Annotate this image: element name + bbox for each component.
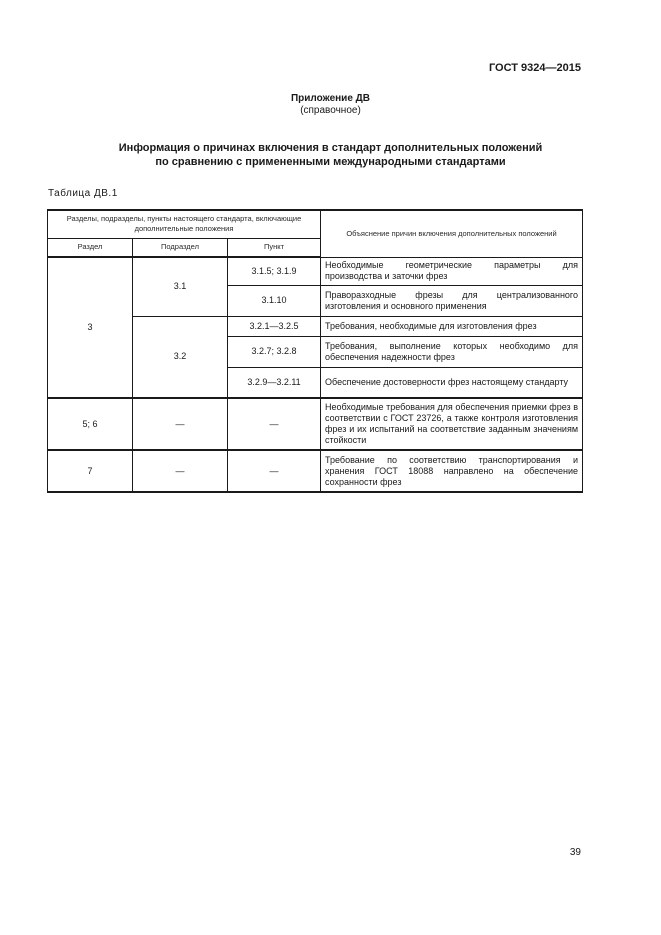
subsection-cell: — bbox=[133, 450, 228, 492]
page-number: 39 bbox=[569, 847, 581, 858]
appendix-title: Приложение ДВ bbox=[290, 93, 371, 104]
clause-cell: 3.2.9—3.2.11 bbox=[228, 367, 321, 398]
table-caption: Таблица ДВ.1 bbox=[48, 188, 118, 199]
section-cell: 7 bbox=[48, 450, 133, 492]
section-cell: 3 bbox=[48, 257, 133, 398]
header-subsection: Подраздел bbox=[133, 238, 228, 257]
explanation-cell: Требования, выполнение которых необходимо для обеспечения надежности фрез bbox=[321, 336, 583, 367]
explanation-cell: Требование по соответствию транспортирования и хранения ГОСТ 18088 направлено на обеспечение сохранности фрез bbox=[321, 450, 583, 492]
table-row bbox=[48, 257, 583, 285]
header-clause: Пункт bbox=[228, 238, 321, 257]
subsection-cell: 3.1 bbox=[133, 257, 228, 316]
explanation-cell: Праворазходные фрезы для централизованного изготовления и основного применения bbox=[321, 285, 583, 316]
clause-cell: 3.2.1—3.2.5 bbox=[228, 316, 321, 336]
header-explanation-cell: Объяснение причин включения дополнительных положений bbox=[321, 210, 583, 257]
appendix-subtitle: (справочное) bbox=[300, 105, 361, 116]
subsection-cell: — bbox=[133, 398, 228, 450]
explanation-cell: Требования, необходимые для изготовления фрез bbox=[321, 316, 583, 336]
header-section: Раздел bbox=[48, 238, 133, 257]
table-row bbox=[48, 398, 583, 450]
standard-number: ГОСТ 9324—2015 bbox=[488, 62, 581, 74]
explanation-cell: Обеспечение достоверности фрез настоящему стандарту bbox=[321, 367, 583, 398]
clause-cell: — bbox=[228, 398, 321, 450]
clause-cell: 3.1.5; 3.1.9 bbox=[228, 257, 321, 285]
explanation-cell: Необходимые требования для обеспечения приемки фрез в соответствии с ГОСТ 23726, а также контроля изготовления фрез и их испытаний на соответствие заданным значениям стойкости bbox=[321, 398, 583, 450]
explanation-cell: Необходимые геометрические параметры для производства и заточки фрез bbox=[321, 257, 583, 285]
section-cell: 5; 6 bbox=[48, 398, 133, 450]
section-heading-line-1: Информация о причинах включения в стандарт дополнительных положений bbox=[118, 142, 543, 154]
section-heading-line-2: по сравнению с примененными международными стандартами bbox=[155, 156, 506, 168]
clause-cell: — bbox=[228, 450, 321, 492]
clause-cell: 3.1.10 bbox=[228, 285, 321, 316]
section-heading bbox=[0, 141, 661, 169]
clause-cell: 3.2.7; 3.2.8 bbox=[228, 336, 321, 367]
subsection-cell: 3.2 bbox=[133, 316, 228, 398]
additional-provisions-table bbox=[47, 209, 583, 493]
header-group-cell: Разделы, подразделы, пункты настоящего стандарта, включающие дополнительные положения bbox=[48, 210, 321, 238]
table-row bbox=[48, 450, 583, 492]
